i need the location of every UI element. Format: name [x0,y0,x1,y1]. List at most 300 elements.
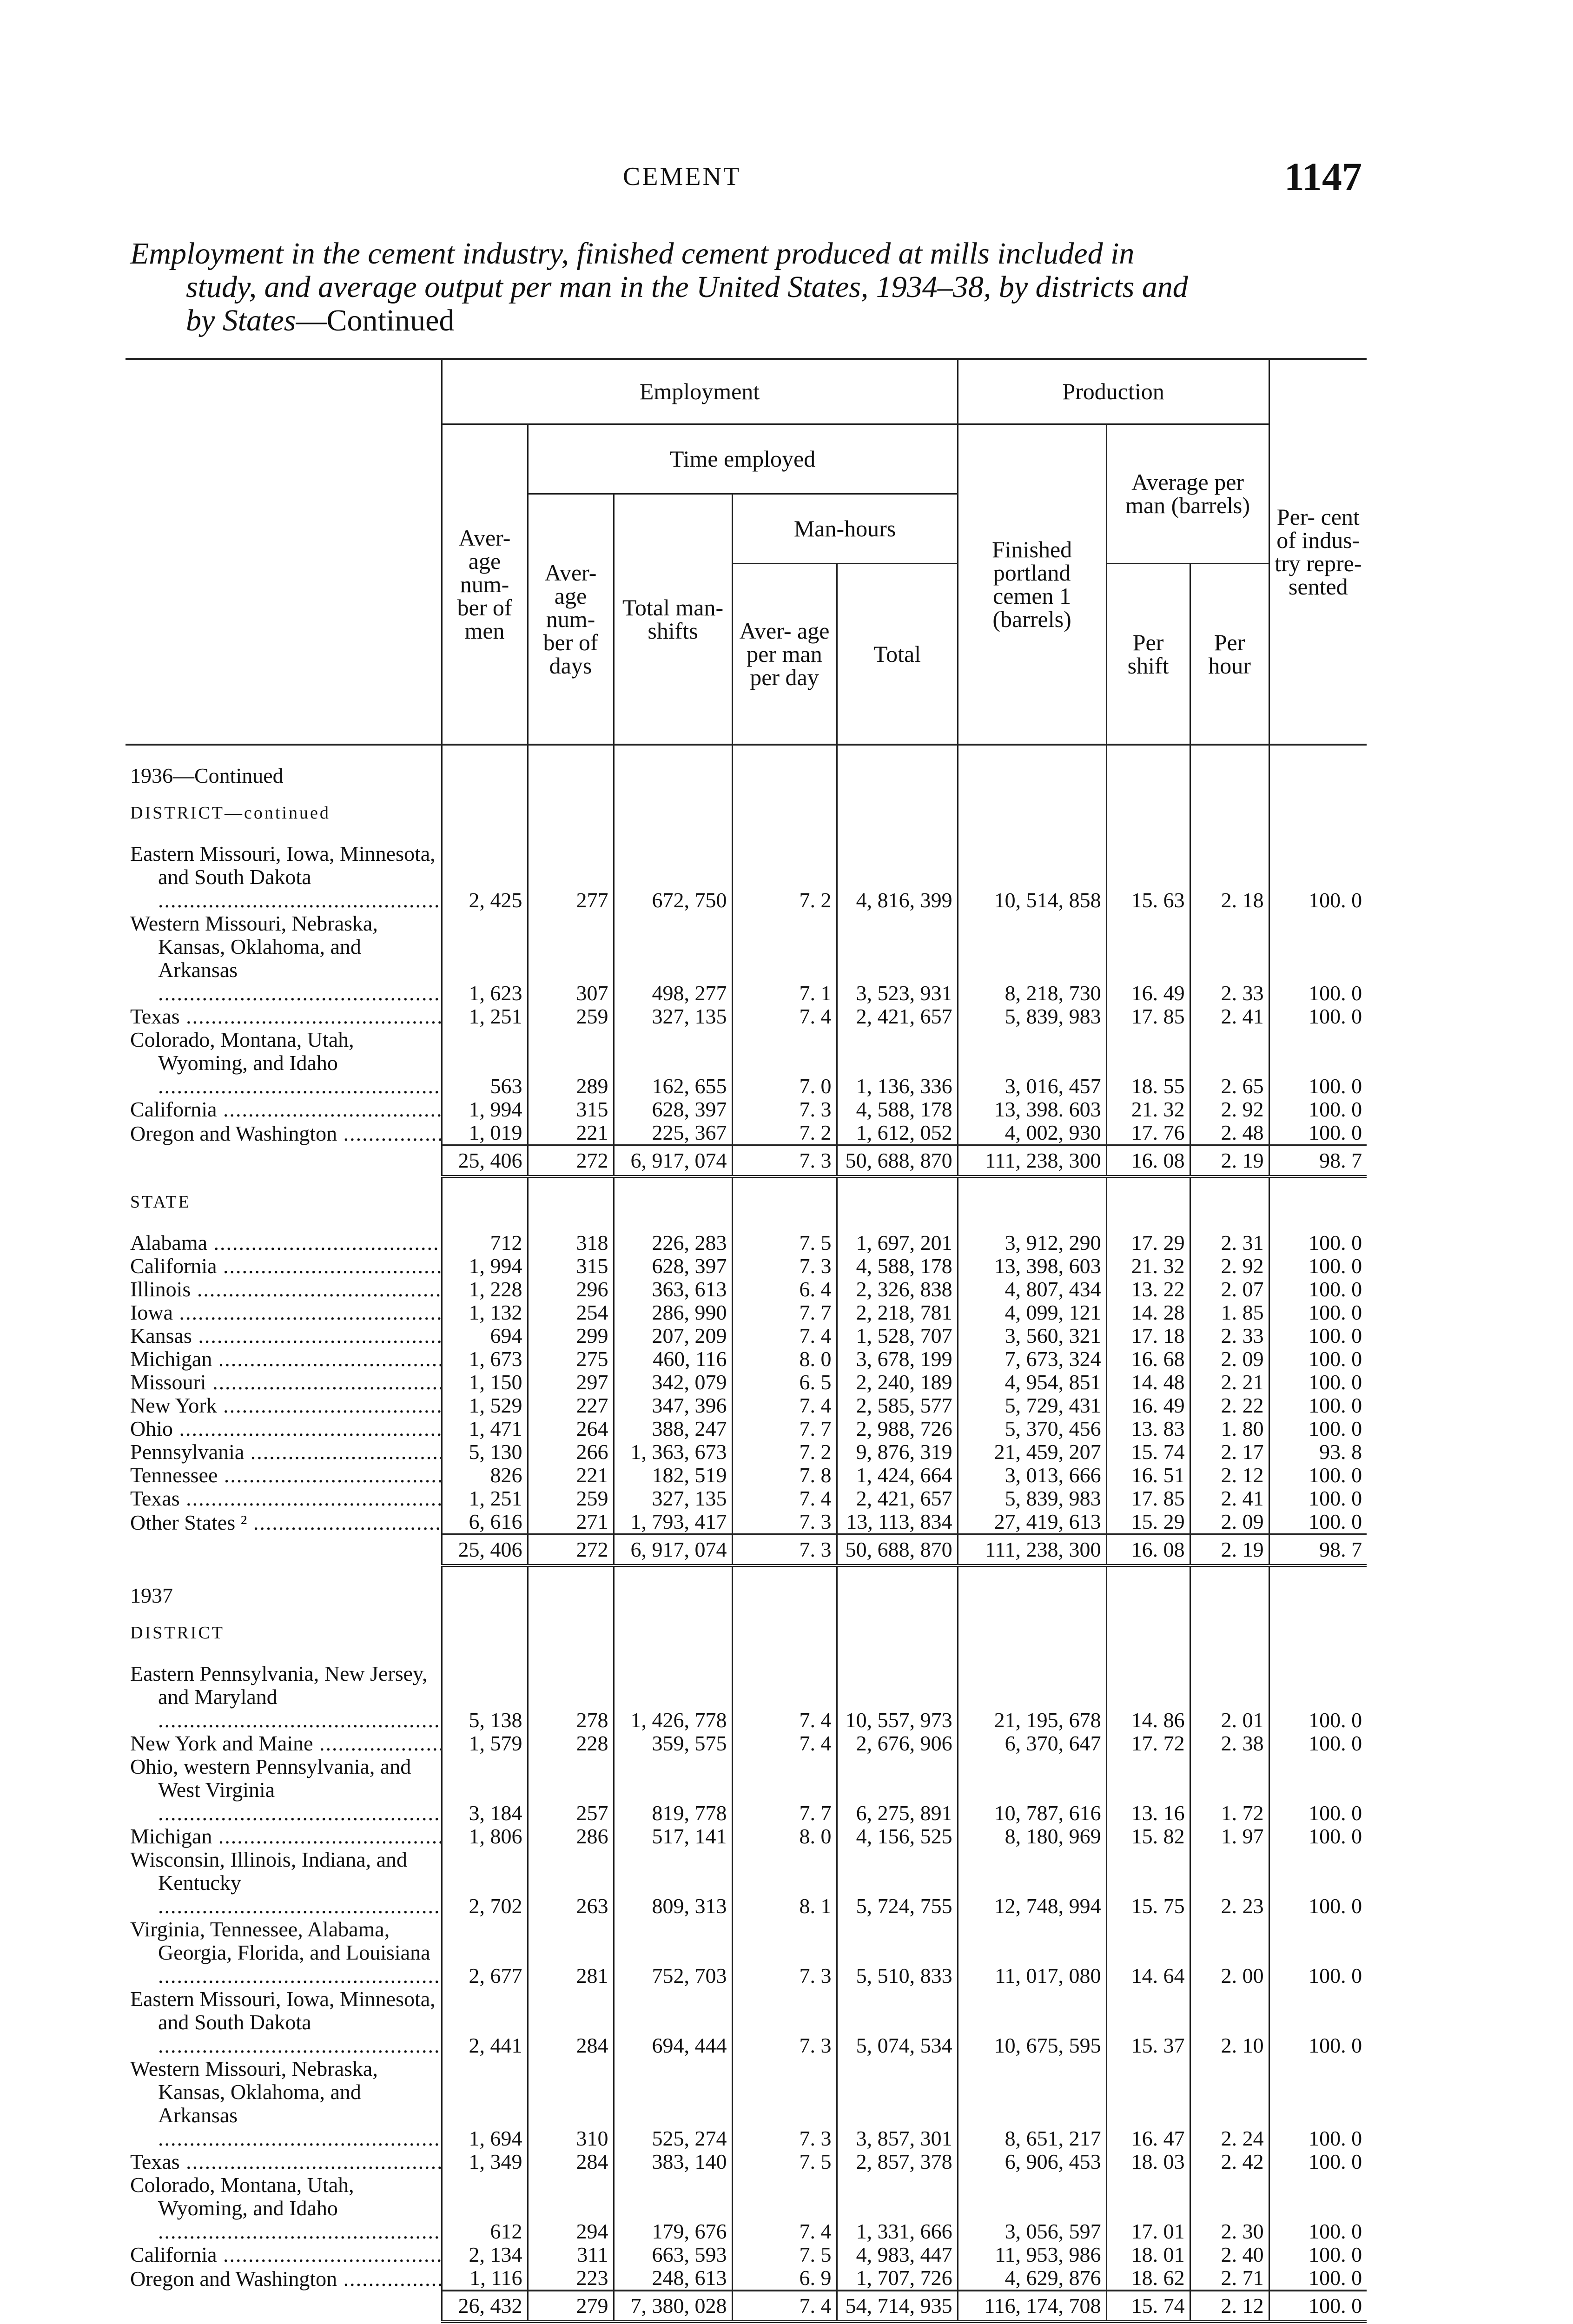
cell-avg-hours-per-day: 7. 8 [732,1464,837,1487]
total-label [126,2291,442,2322]
cell-avg-men: 1, 623 [442,912,528,1005]
cell-total-man-hours: 5, 074, 534 [837,1987,958,2057]
cell-per-hour: 2. 24 [1190,2057,1269,2150]
cell-avg-hours-per-day: 8. 1 [732,1848,837,1918]
cell-avg-hours-per-day: 8. 0 [732,1347,837,1371]
cell-avg-hours-per-day: 7. 3 [732,1987,837,2057]
row-label [126,1662,442,1732]
cell-avg-men: 826 [442,1464,528,1487]
cell-avg-hours-per-day: 8. 0 [732,1825,837,1848]
cell-per-hour: 2. 12 [1190,1464,1269,1487]
total-avg-hours-per-day: 7. 4 [732,2291,837,2322]
row-label [126,2243,442,2266]
cell-per-hour: 2. 41 [1190,1005,1269,1028]
cell-avg-hours-per-day: 7. 3 [732,1098,837,1121]
table-header [126,359,1367,745]
table-row [126,1254,1367,1278]
cell-percent-represented: 100. 0 [1269,1464,1367,1487]
cell-avg-hours-per-day: 7. 7 [732,1417,837,1440]
row-label-text: Eastern Missouri, Iowa, Minnesota, and South Dakota ..... [130,842,442,912]
cell-per-hour: 2. 33 [1190,912,1269,1005]
cell-avg-men: 6, 616 [442,1510,528,1534]
row-label-text: Western Missouri, Nebraska, Kansas, Oklahoma, and Arkansas ..... [130,2057,442,2150]
table-row [126,1278,1367,1301]
cell-per-hour: 1. 72 [1190,1755,1269,1825]
row-label-text: Oregon and Washington ..... [130,1122,442,1145]
cell-finished-cement: 12, 748, 994 [958,1848,1106,1918]
cell-avg-men: 3, 184 [442,1755,528,1825]
cell-total-man-hours: 9, 876, 319 [837,1440,958,1464]
cell-total-manshifts: 1, 363, 673 [614,1440,732,1464]
cell-percent-represented: 100. 0 [1269,1755,1367,1825]
cell-percent-represented: 100. 0 [1269,1662,1367,1732]
cell-percent-represented: 100. 0 [1269,2173,1367,2243]
cell-total-manshifts: 347, 396 [614,1394,732,1417]
cell-avg-men: 1, 019 [442,1121,528,1145]
cell-avg-men: 1, 150 [442,1371,528,1394]
subsection-state: STATE [130,1192,191,1212]
cell-avg-men: 563 [442,1028,528,1098]
total-avg-days: 272 [528,1534,614,1565]
row-label [126,1098,442,1121]
table-row [126,2173,1367,2243]
table-row [126,1098,1367,1121]
total-total-man-hours: 54, 714, 935 [837,2291,958,2322]
cell-finished-cement: 8, 651, 217 [958,2057,1106,2150]
cell-per-shift: 13. 16 [1106,1755,1190,1825]
cell-percent-represented: 100. 0 [1269,1417,1367,1440]
cell-avg-hours-per-day: 6. 9 [732,2266,837,2291]
table-row [126,1440,1367,1464]
cell-total-manshifts: 207, 209 [614,1324,732,1347]
cell-avg-men: 1, 694 [442,2057,528,2150]
cell-per-shift: 14. 86 [1106,1662,1190,1732]
table-row [126,1918,1367,1987]
table-row [126,2266,1367,2291]
header-avg-days: Aver- age num- ber of days [528,494,614,745]
cell-per-hour: 2. 41 [1190,1487,1269,1510]
cell-avg-hours-per-day: 6. 5 [732,1371,837,1394]
cell-avg-days: 315 [528,1098,614,1121]
cell-finished-cement: 21, 195, 678 [958,1662,1106,1732]
total-total-manshifts: 6, 917, 074 [614,1145,732,1176]
cell-avg-days: 221 [528,1121,614,1145]
row-label-text: Colorado, Montana, Utah, Wyoming, and Idaho ..... [130,2173,442,2243]
header-per-hour: Per hour [1190,563,1269,745]
row-label [126,1278,442,1301]
row-label [126,1755,442,1825]
row-label-text: Texas ..... [130,1005,442,1028]
cell-per-shift: 18. 01 [1106,2243,1190,2266]
total-total-man-hours: 50, 688, 870 [837,1145,958,1176]
row-label [126,1394,442,1417]
cell-total-man-hours: 3, 523, 931 [837,912,958,1005]
cell-per-shift: 17. 18 [1106,1324,1190,1347]
row-label [126,1005,442,1028]
cell-avg-days: 311 [528,2243,614,2266]
rows-1936-district [126,842,1367,1145]
total-per-hour: 2. 19 [1190,1534,1269,1565]
table-row [126,1487,1367,1510]
row-label-text: Virginia, Tennessee, Alabama, Georgia, Florida, and Louisiana ..... [130,1918,442,1987]
cell-avg-hours-per-day: 7. 4 [732,2173,837,2243]
cell-percent-represented: 100. 0 [1269,1005,1367,1028]
cell-finished-cement: 3, 560, 321 [958,1324,1106,1347]
cell-percent-represented: 100. 0 [1269,1987,1367,2057]
cell-finished-cement: 10, 514, 858 [958,842,1106,912]
cell-finished-cement: 8, 180, 969 [958,1825,1106,1848]
cell-avg-days: 263 [528,1848,614,1918]
cell-percent-represented: 100. 0 [1269,1347,1367,1371]
cell-avg-days: 227 [528,1394,614,1417]
cell-avg-hours-per-day: 7. 3 [732,1918,837,1987]
cell-avg-hours-per-day: 7. 5 [732,1231,837,1254]
total-avg-hours-per-day: 7. 3 [732,1145,837,1176]
cell-finished-cement: 8, 218, 730 [958,912,1106,1005]
cell-total-manshifts: 388, 247 [614,1417,732,1440]
total-1936-district [126,1145,1367,1176]
table-row [126,1848,1367,1918]
cell-per-hour: 2. 00 [1190,1918,1269,1987]
row-label-text: California ..... [130,1254,442,1278]
table-row [126,1371,1367,1394]
cell-finished-cement: 11, 017, 080 [958,1918,1106,1987]
cell-per-shift: 17. 76 [1106,1121,1190,1145]
cell-per-hour: 2. 21 [1190,1371,1269,1394]
cell-total-manshifts: 498, 277 [614,912,732,1005]
cell-avg-men: 1, 228 [442,1278,528,1301]
row-label [126,1121,442,1145]
header-finished-cement: Finished portland cemen 1 (barrels) [958,424,1106,745]
total-avg-hours-per-day: 7. 3 [732,1534,837,1565]
cell-per-hour: 2. 17 [1190,1440,1269,1464]
cell-total-manshifts: 359, 575 [614,1732,732,1755]
cell-per-shift: 14. 28 [1106,1301,1190,1324]
cell-avg-men: 2, 425 [442,842,528,912]
cell-percent-represented: 100. 0 [1269,2266,1367,2291]
body-1936-district [126,745,1367,842]
cell-per-shift: 15. 74 [1106,1440,1190,1464]
rows-1937-district [126,1662,1367,2291]
cell-per-shift: 15. 82 [1106,1825,1190,1848]
cell-percent-represented: 100. 0 [1269,1324,1367,1347]
cell-avg-men: 1, 579 [442,1732,528,1755]
cell-finished-cement: 4, 629, 876 [958,2266,1106,2291]
cell-per-shift: 15. 75 [1106,1848,1190,1918]
subsection-district: DISTRICT [130,1623,225,1643]
cell-finished-cement: 5, 370, 456 [958,1417,1106,1440]
cell-per-hour: 2. 92 [1190,1254,1269,1278]
row-label [126,1417,442,1440]
total-per-shift: 16. 08 [1106,1145,1190,1176]
cell-avg-men: 1, 806 [442,1825,528,1848]
total-row [126,1145,1367,1176]
employment-table [126,358,1367,2323]
row-label [126,1464,442,1487]
cell-percent-represented: 100. 0 [1269,1028,1367,1098]
cell-avg-days: 271 [528,1510,614,1534]
cell-avg-days: 299 [528,1324,614,1347]
rows-1936-state [126,1231,1367,1534]
cell-finished-cement: 13, 398, 603 [958,1254,1106,1278]
cell-per-hour: 2. 30 [1190,2173,1269,2243]
cell-per-shift: 16. 49 [1106,1394,1190,1417]
total-per-hour: 2. 19 [1190,1145,1269,1176]
total-label [126,1145,442,1176]
row-label [126,912,442,1005]
total-1937-district [126,2291,1367,2322]
cell-finished-cement: 3, 013, 666 [958,1464,1106,1487]
cell-avg-hours-per-day: 7. 5 [732,2243,837,2266]
cell-total-man-hours: 1, 424, 664 [837,1464,958,1487]
total-finished-cement: 111, 238, 300 [958,1534,1106,1565]
cell-total-man-hours: 1, 331, 666 [837,2173,958,2243]
cell-total-manshifts: 327, 135 [614,1005,732,1028]
cell-avg-hours-per-day: 7. 0 [732,1028,837,1098]
cell-total-man-hours: 2, 421, 657 [837,1005,958,1028]
cell-total-man-hours: 2, 240, 189 [837,1371,958,1394]
row-label [126,1987,442,2057]
cell-per-hour: 2. 09 [1190,1510,1269,1534]
row-label-text: Michigan ..... [130,1825,442,1848]
row-label-text: Alabama ..... [130,1231,442,1254]
cell-percent-represented: 100. 0 [1269,2150,1367,2173]
row-label-text: Texas ..... [130,1487,442,1510]
row-label-text: Pennsylvania ..... [130,1440,442,1464]
row-label-text: Wisconsin, Illinois, Indiana, and Kentucky ..... [130,1848,442,1918]
cell-avg-days: 266 [528,1440,614,1464]
total-per-shift: 16. 08 [1106,1534,1190,1565]
cell-finished-cement: 10, 787, 616 [958,1755,1106,1825]
cell-total-man-hours: 4, 156, 525 [837,1825,958,1848]
row-label-text: California ..... [130,1098,442,1121]
row-label [126,1732,442,1755]
cell-per-shift: 17. 85 [1106,1005,1190,1028]
cell-avg-days: 315 [528,1254,614,1278]
cell-finished-cement: 5, 729, 431 [958,1394,1106,1417]
cell-per-hour: 2. 42 [1190,2150,1269,2173]
cell-avg-men: 612 [442,2173,528,2243]
cell-total-man-hours: 2, 421, 657 [837,1487,958,1510]
row-label [126,1918,442,1987]
table-row [126,1825,1367,1848]
cell-percent-represented: 93. 8 [1269,1440,1367,1464]
header-production: Production [958,359,1269,424]
section-title-1937: 1937 [130,1584,173,1607]
row-label [126,1301,442,1324]
cell-per-hour: 2. 33 [1190,1324,1269,1347]
cell-per-shift: 17. 72 [1106,1732,1190,1755]
cell-per-shift: 16. 68 [1106,1347,1190,1371]
cell-per-hour: 2. 92 [1190,1098,1269,1121]
row-label [126,1231,442,1254]
cell-total-man-hours: 4, 588, 178 [837,1098,958,1121]
cell-percent-represented: 100. 0 [1269,1510,1367,1534]
cell-avg-days: 284 [528,1987,614,2057]
caption-line-3-upright: —Continued [296,304,455,337]
table-row [126,2150,1367,2173]
cell-percent-represented: 100. 0 [1269,1098,1367,1121]
cell-finished-cement: 27, 419, 613 [958,1510,1106,1534]
cell-total-man-hours: 2, 857, 378 [837,2150,958,2173]
cell-total-man-hours: 4, 588, 178 [837,1254,958,1278]
row-label [126,2057,442,2150]
cell-finished-cement: 5, 839, 983 [958,1487,1106,1510]
row-label [126,1347,442,1371]
cell-per-hour: 2. 18 [1190,842,1269,912]
caption-line-3-italic: by States [186,304,296,337]
total-avg-days: 272 [528,1145,614,1176]
cell-avg-hours-per-day: 7. 7 [732,1301,837,1324]
total-row [126,2291,1367,2322]
cell-per-shift: 16. 47 [1106,2057,1190,2150]
table-row [126,1662,1367,1732]
cell-per-shift: 17. 29 [1106,1231,1190,1254]
total-percent-represented: 98. 7 [1269,1534,1367,1565]
cell-percent-represented: 100. 0 [1269,2057,1367,2150]
cell-per-shift: 17. 85 [1106,1487,1190,1510]
table-row [126,1005,1367,1028]
row-label [126,1825,442,1848]
cell-total-manshifts: 460, 116 [614,1347,732,1371]
table-row [126,1324,1367,1347]
header-avg-per-man: Average per man (barrels) [1106,424,1269,563]
total-avg-men: 25, 406 [442,1534,528,1565]
cell-percent-represented: 100. 0 [1269,1848,1367,1918]
cell-avg-hours-per-day: 7. 7 [732,1755,837,1825]
cell-percent-represented: 100. 0 [1269,1732,1367,1755]
cell-total-manshifts: 809, 313 [614,1848,732,1918]
row-label [126,1440,442,1464]
cell-finished-cement: 21, 459, 207 [958,1440,1106,1464]
row-label-text: Illinois ..... [130,1278,442,1301]
cell-avg-men: 2, 134 [442,2243,528,2266]
cell-finished-cement: 5, 839, 983 [958,1005,1106,1028]
section-title-1936: 1936—Continued [130,764,284,787]
cell-total-manshifts: 628, 397 [614,1098,732,1121]
cell-total-man-hours: 2, 585, 577 [837,1394,958,1417]
cell-total-manshifts: 179, 676 [614,2173,732,2243]
cell-avg-hours-per-day: 6. 4 [732,1278,837,1301]
cell-total-manshifts: 182, 519 [614,1464,732,1487]
cell-avg-days: 221 [528,1464,614,1487]
cell-percent-represented: 100. 0 [1269,1394,1367,1417]
table-row [126,1121,1367,1145]
cell-per-shift: 21. 32 [1106,1254,1190,1278]
row-label [126,1254,442,1278]
cell-total-manshifts: 327, 135 [614,1487,732,1510]
cell-per-hour: 2. 22 [1190,1394,1269,1417]
table-row [126,1394,1367,1417]
cell-avg-days: 297 [528,1371,614,1394]
header-per-shift: Per shift [1106,563,1190,745]
cell-total-manshifts: 248, 613 [614,2266,732,2291]
cell-total-man-hours: 2, 326, 838 [837,1278,958,1301]
cell-per-shift: 13. 83 [1106,1417,1190,1440]
total-1936-state [126,1534,1367,1565]
cell-finished-cement: 6, 370, 647 [958,1732,1106,1755]
body-1936-state [126,1176,1367,1231]
cell-avg-hours-per-day: 7. 2 [732,1440,837,1464]
cell-per-hour: 2. 10 [1190,1987,1269,2057]
cell-per-shift: 15. 29 [1106,1510,1190,1534]
table-row [126,2243,1367,2266]
cell-per-hour: 2. 65 [1190,1028,1269,1098]
row-label-text: Tennessee ..... [130,1464,442,1487]
cell-per-shift: 21. 32 [1106,1098,1190,1121]
cell-total-man-hours: 2, 676, 906 [837,1732,958,1755]
cell-per-hour: 2. 40 [1190,2243,1269,2266]
cell-avg-men: 5, 130 [442,1440,528,1464]
cell-total-man-hours: 5, 724, 755 [837,1848,958,1918]
cell-finished-cement: 11, 953, 986 [958,2243,1106,2266]
table-row [126,1347,1367,1371]
cell-avg-days: 310 [528,2057,614,2150]
cell-finished-cement: 4, 099, 121 [958,1301,1106,1324]
cell-percent-represented: 100. 0 [1269,1121,1367,1145]
row-label [126,1028,442,1098]
cell-avg-hours-per-day: 7. 4 [732,1732,837,1755]
cell-percent-represented: 100. 0 [1269,1918,1367,1987]
cell-avg-men: 2, 441 [442,1987,528,2057]
cell-avg-days: 284 [528,2150,614,2173]
table-row [126,1231,1367,1254]
cell-finished-cement: 3, 056, 597 [958,2173,1106,2243]
cell-finished-cement: 7, 673, 324 [958,1347,1106,1371]
table-row [126,2057,1367,2150]
cell-avg-hours-per-day: 7. 5 [732,2150,837,2173]
cell-avg-men: 712 [442,1231,528,1254]
cell-avg-days: 296 [528,1278,614,1301]
cell-total-man-hours: 2, 988, 726 [837,1417,958,1440]
table-row [126,1987,1367,2057]
cell-avg-men: 1, 251 [442,1005,528,1028]
row-label-text: Texas ..... [130,2150,442,2173]
caption-line-3 [130,304,1362,337]
row-label-text: Michigan ..... [130,1347,442,1371]
cell-total-man-hours: 1, 136, 336 [837,1028,958,1098]
cell-avg-days: 294 [528,2173,614,2243]
running-title: CEMENT [623,162,741,191]
cell-avg-hours-per-day: 7. 4 [732,1005,837,1028]
table-row [126,1028,1367,1098]
cell-avg-hours-per-day: 7. 4 [732,1662,837,1732]
cell-per-hour: 2. 71 [1190,2266,1269,2291]
cell-total-man-hours: 2, 218, 781 [837,1301,958,1324]
cell-avg-men: 1, 673 [442,1347,528,1371]
cell-total-man-hours: 10, 557, 973 [837,1662,958,1732]
total-finished-cement: 111, 238, 300 [958,1145,1106,1176]
table-row [126,1417,1367,1440]
total-percent-represented: 98. 7 [1269,1145,1367,1176]
cell-avg-men: 1, 994 [442,1098,528,1121]
cell-avg-days: 223 [528,2266,614,2291]
cell-per-shift: 15. 37 [1106,1987,1190,2057]
header-employment: Employment [442,359,958,424]
total-total-man-hours: 50, 688, 870 [837,1534,958,1565]
running-head [130,153,1362,199]
cell-avg-men: 1, 994 [442,1254,528,1278]
cell-total-manshifts: 819, 778 [614,1755,732,1825]
header-man-hours: Man-hours [732,494,958,563]
cell-total-man-hours: 5, 510, 833 [837,1918,958,1987]
cell-percent-represented: 100. 0 [1269,1278,1367,1301]
total-per-hour: 2. 12 [1190,2291,1269,2322]
cell-percent-represented: 100. 0 [1269,1254,1367,1278]
total-total-manshifts: 6, 917, 074 [614,1534,732,1565]
cell-per-hour: 2. 07 [1190,1278,1269,1301]
header-avg-per-man-day: Aver- age per man per day [732,563,837,745]
